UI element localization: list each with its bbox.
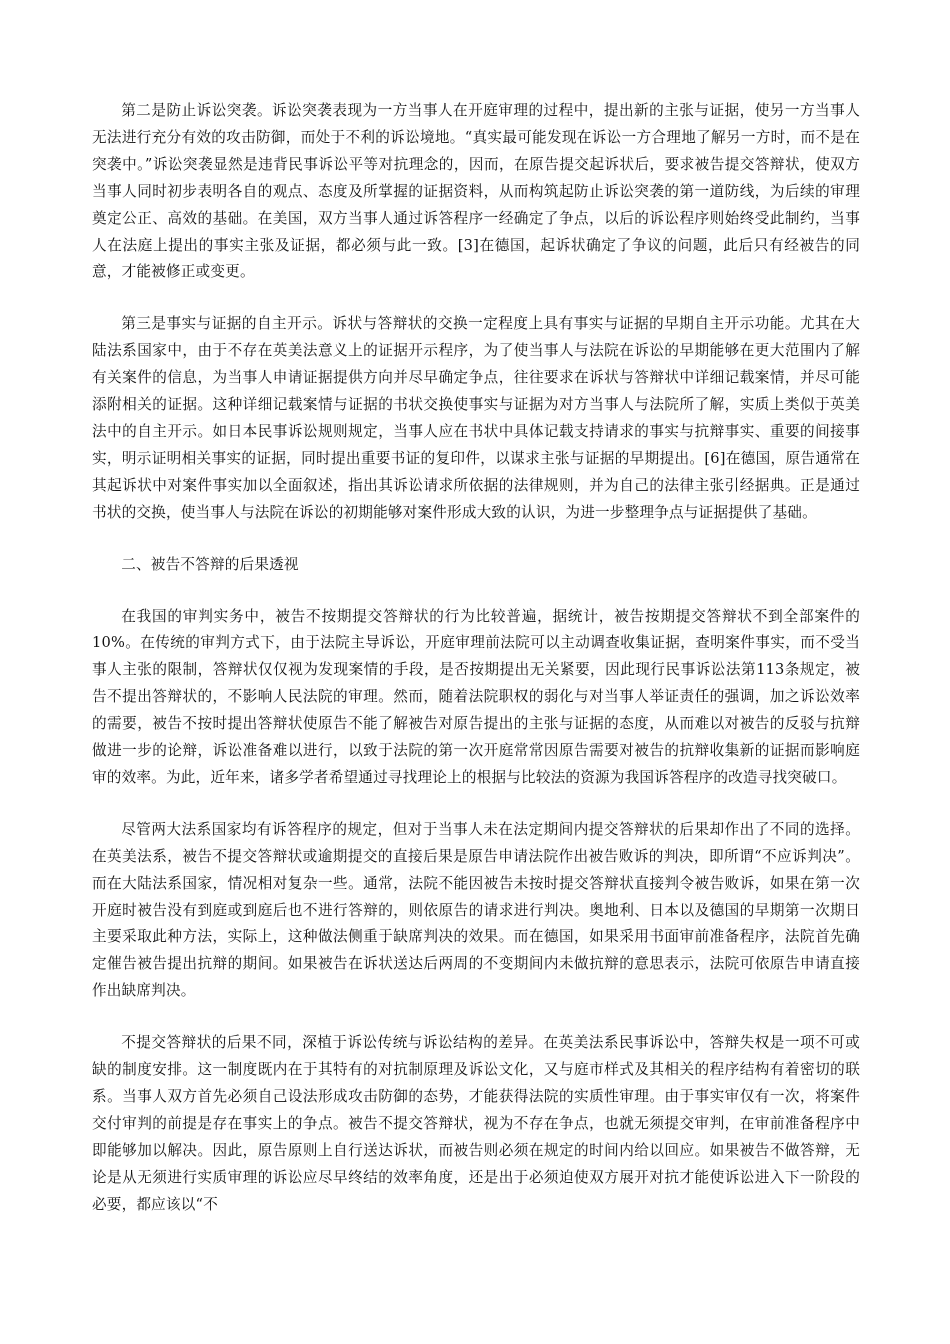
document-page <box>92 98 860 1244</box>
paragraph-consequences: 不提交答辩状的后果不同，深植于诉讼传统与诉讼结构的差异。在英美法系民事诉讼中，答辩失权是一项不可或缺的制度安排。这一制度既内在于其特有的对抗制原理及诉讼文化，又与庭市样式及其相关的程序结构有着密切的联系。当事人双方首先必须自己设法形成攻击防御的态势，才能获得法院的实质性审理。由于事实审仅有一次，将案件交付审判的前提是存在事实上的争点。被告不提交答辩状，视为不存在争点，也就无须提交审判，在审前准备程序中即能够加以解决。因此，原告原则上自行送达诉状，而被告则必须在规定的时间内给以回应。如果被告不做答辩，无论是从无须进行实质审理的诉讼应尽早终结的效率角度，还是出于必须迫使双方展开对抗才能使诉讼进入下一阶段的必要，都应该以“不 <box>92 1034 860 1213</box>
paragraph-prevent-surprise: 第二是防止诉讼突袭。诉讼突袭表现为一方当事人在开庭审理的过程中，提出新的主张与证据，使另一方当事人无法进行充分有效的攻击防御，而处于不利的诉讼境地。“真实最可能发现在诉讼一方合理地了解另一方时，而不是在突袭中。”诉讼突袭显然是违背民事诉讼平等对抗理念的，因而，在原告提交起诉状后，要求被告提交答辩状，使双方当事人同时初步表明各自的观点、态度及所掌握的证据资料，从而构筑起防止诉讼突袭的第一道防线，为后续的审理奠定公正、高效的基础。在美国，双方当事人通过诉答程序一经确定了争点，以后的诉讼程序则始终受此制约，当事人在法庭上提出的事实主张及证据，都必须与此一致。[3]在德国，起诉状确定了争议的问题，此后只有经被告的同意，才能被修正或变更。 <box>92 102 860 281</box>
paragraph-disclosure: 第三是事实与证据的自主开示。诉状与答辩状的交换一定程度上具有事实与证据的早期自主开示功能。尤其在大陆法系国家中，由于不存在英美法意义上的证据开示程序，为了使当事人与法院在诉讼的早期能够在更大范围内了解有关案件的信息，为当事人申请证据提供方向并尽早确定争点，往往要求在诉状与答辩状中详细记载案情，并尽可能添附相关的证据。这种详细记载案情与证据的书状交换使事实与证据为对方当事人与法院所了解，实质上类似于英美法中的自主开示。如日本民事诉讼规则规定，当事人应在书状中具体记载支持请求的事实与抗辩事实、重要的间接事实，明示证明相关事实的证据，同时提出重要书证的复印件，以谋求主张与证据的早期提出。[6]在德国，原告通常在其起诉状中对案件事实加以全面叙述，指出其诉讼请求所依据的法律规则，并为自己的法律主张引经据典。正是通过书状的交换，使当事人与法院在诉讼的初期能够对案件形成大致的认识，为进一步整理争点与证据提供了基础。 <box>92 315 860 521</box>
section-heading: 二、被告不答辩的后果透视 <box>121 555 299 573</box>
paragraph-comparison: 尽管两大法系国家均有诉答程序的规定，但对于当事人未在法定期间内提交答辩状的后果却作出了不同的选择。在英美法系，被告不提交答辩状或逾期提交的直接后果是原告申请法院作出被告败诉的判决，即所谓“不应诉判决”。而在大陆法系国家，情况相对复杂一些。通常，法院不能因被告未按时提交答辩状直接判令被告败诉，如果在第一次开庭时被告没有到庭或到庭后也不进行答辩的，则依原告的请求进行判决。奥地利、日本以及德国的早期第一次期日主要采取此种方法，实际上，这种做法侧重于缺席判决的效果。而在德国，如果采用书面审前准备程序，法院首先确定催告被告提出抗辩的期间。如果被告在诉状送达后两周的不变期间内未做抗辩的意思表示，法院可依原告申请直接作出缺席判决。 <box>92 820 860 1000</box>
paragraph-practice: 在我国的审判实务中，被告不按期提交答辩状的行为比较普遍，据统计，被告按期提交答辩状不到全部案件的10%。在传统的审判方式下，由于法院主导诉讼，开庭审理前法院可以主动调查收集证据，查明案件事实，而不受当事人主张的限制，答辩状仅仅视为发现案情的手段，是否按期提出无关紧要，因此现行民事诉讼法第113条规定，被告不提出答辩状的，不影响人民法院的审理。然而，随着法院职权的弱化与对当事人举证责任的强调，加之诉讼效率的需要，被告不按时提出答辩状使原告不能了解被告对原告提出的主张与证据的态度，从而难以对被告的反驳与抗辩做进一步的论辩，诉讼准备难以进行，以致于法院的第一次开庭常常因原告需要对被告的抗辩收集新的证据而影响庭审的效率。为此，近年来，诸多学者希望通过寻找理论上的根据与比较法的资源为我国诉答程序的改造寻找突破口。 <box>92 607 860 786</box>
